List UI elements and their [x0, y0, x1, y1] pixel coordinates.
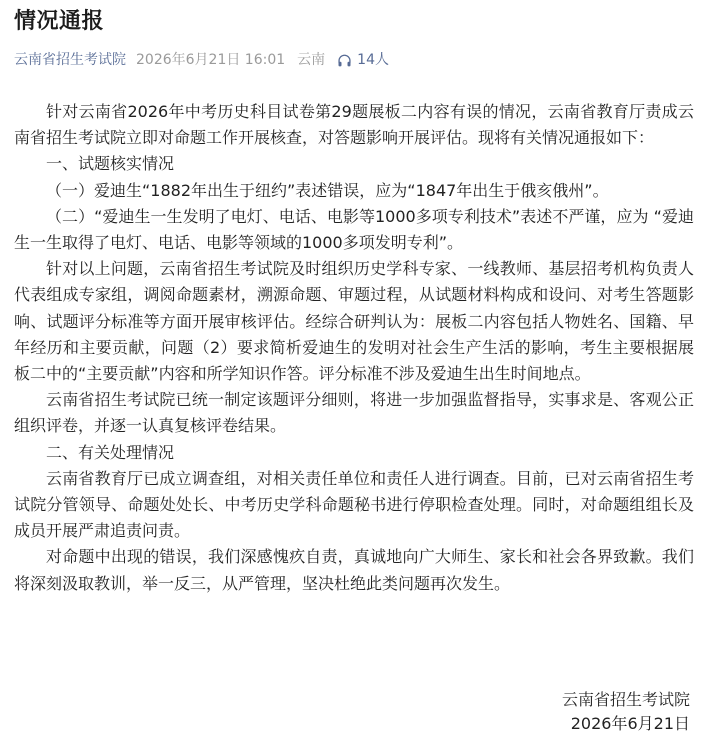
publish-time: 2026年6月21日 16:01	[136, 52, 286, 68]
publish-region: 云南	[297, 52, 326, 68]
signature-org: 云南省招生考试院	[561, 690, 690, 709]
article-meta	[14, 49, 389, 71]
section-heading-handling: 二、有关处理情况	[46, 442, 175, 462]
listen-button[interactable]	[337, 49, 389, 71]
account-name-link[interactable]: 云南省招生考试院	[14, 52, 126, 68]
paragraph-intro: 针对云南省2026年中考历史科目试卷第29题展板二内容有误的情况，云南省教育厅责成云南省招生考试院立即对命题工作开展核查，对答题影响开展评估。现将有关情况通报如下：	[14, 102, 694, 148]
headphone-icon	[337, 53, 352, 68]
section-heading-verification: 一、试题核实情况	[46, 154, 175, 174]
page-title: 情况通报	[14, 9, 105, 34]
paragraph-apology: 对命题中出现的错误，我们深感愧疚自责，真诚地向广大师生、家长和社会各界致歉。我们将深刻汲取教训，举一反三，从严管理，坚决杜绝此类问题再次发生。	[14, 547, 694, 593]
article-body	[14, 99, 694, 597]
paragraph-investigation: 云南省教育厅已成立调查组，对相关责任单位和责任人进行调查。目前，已对云南省招生考试院分管领导、命题处处长、中考历史学科命题秘书进行停职检查处理。同时，对命题组组长及成员开展严肃追责问责。	[14, 468, 694, 541]
paragraph-item-1: （一）爱迪生“1882年出生于纽约”表述错误，应为“1847年出生于俄亥俄州”。	[46, 180, 609, 200]
paragraph-scoring: 云南省招生考试院已统一制定该题评分细则，将进一步加强监督指导，实事求是、客观公正组织评卷，并逐一认真复核评卷结果。	[14, 390, 694, 436]
listener-count: 14人	[357, 52, 389, 68]
signature	[562, 688, 690, 736]
paragraph-expert-review: 针对以上问题，云南省招生考试院及时组织历史学科专家、一线教师、基层招考机构负责人代表组成专家组，调阅命题素材，溯源命题、审题过程，从试题材料构成和设问、对考生答题影响、试题评分标准等方面开展审核评估。经综合研判认为：展板二内容包括人物姓名、国籍、早年经历和主要贡献，问题（2）要求简析爱迪生的发明对社会生产生活的影响，考生主要根据展板二中的“主要贡献”内容和所学知识作答。评分标准不涉及爱迪生出生时间地点。	[14, 259, 694, 384]
paragraph-item-2: （二）“爱迪生一生发明了电灯、电话、电影等1000多项专利技术”表述不严谨，应为 “爱迪生一生取得了电灯、电话、电影等领域的1000多项发明专利”。	[14, 206, 694, 253]
signature-date: 2026年6月21日	[570, 714, 690, 733]
